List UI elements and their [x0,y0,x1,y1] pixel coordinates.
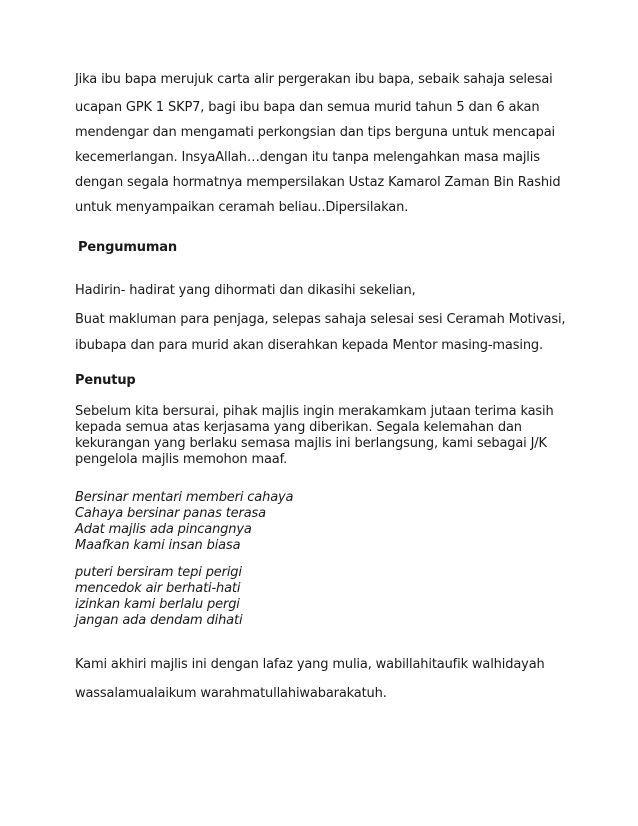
intro-line: Jika ibu bapa merujuk carta alir pergerakan ibu bapa, sebaik sahaja selesai [75,72,553,87]
pantun-line: mencedok air berhati-hati [75,581,241,596]
intro-line: kecemerlangan. InsyaAllah…dengan itu tanpa melengahkan masa majlis [75,150,540,165]
pengumuman-heading: Pengumuman [78,240,178,255]
penutup-line: pengelola majlis memohon maaf. [75,452,288,467]
pantun-line: Bersinar mentari memberi cahaya [75,490,294,505]
penutup-line: kekurangan yang berlaku semasa majlis ini berlangsung, kami sebagai J/K [75,436,547,451]
pantun-line: jangan ada dendam dihati [75,613,243,628]
pantun-line: izinkan kami berlalu pergi [75,597,240,612]
intro-line: mendengar dan mengamati perkongsian dan tips berguna untuk mencapai [75,125,556,140]
pantun-line: puteri bersiram tepi perigi [75,565,242,580]
intro-line: dengan segala hormatnya mempersilakan Ustaz Kamarol Zaman Bin Rashid [75,175,561,190]
intro-line: untuk menyampaikan ceramah beliau..Dipersilakan. [75,200,409,215]
penutup-line: kepada semua atas kerjasama yang diberikan. Segala kelemahan dan [75,420,522,435]
penutup-line: Sebelum kita bersurai, pihak majlis ingin merakamkam jutaan terima kasih [75,404,554,419]
pengumuman-line: ibubapa dan para murid akan diserahkan kepada Mentor masing-masing. [75,338,543,353]
pengumuman-line: Buat makluman para penjaga, selepas sahaja selesai sesi Ceramah Motivasi, [75,312,566,327]
pantun-line: Maafkan kami insan biasa [75,538,241,553]
intro-line: ucapan GPK 1 SKP7, bagi ibu bapa dan semua murid tahun 5 dan 6 akan [75,100,540,115]
closing-line: Kami akhiri majlis ini dengan lafaz yang mulia, wabillahitaufik walhidayah [75,657,545,672]
pantun-line: Cahaya bersinar panas terasa [75,506,266,521]
pengumuman-greeting: Hadirin- hadirat yang dihormati dan dikasihi sekelian, [75,283,416,298]
pantun-line: Adat majlis ada pincangnya [75,522,252,537]
closing-line: wassalamualaikum warahmatullahiwabarakatuh. [75,686,387,701]
penutup-heading: Penutup [75,373,136,388]
